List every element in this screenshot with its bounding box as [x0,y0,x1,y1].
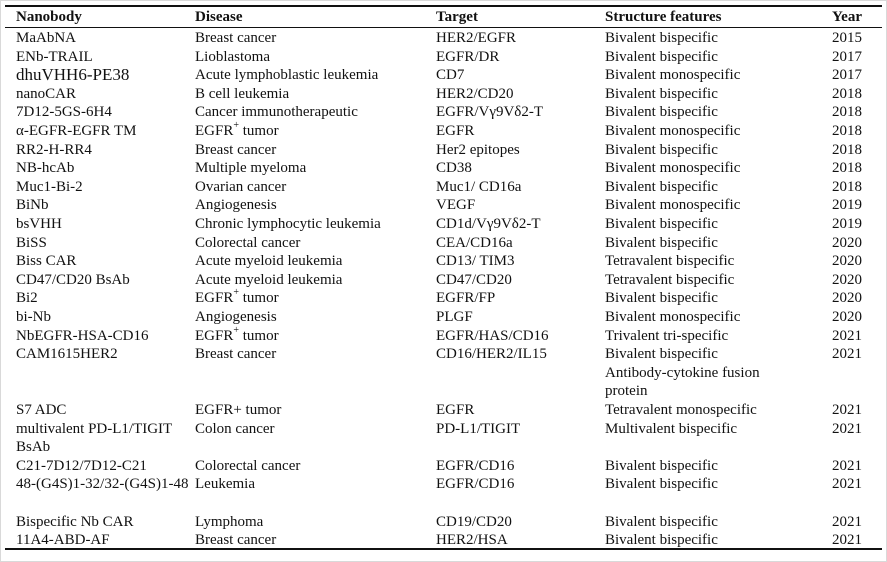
row-1-nanobody: MaAbNA [16,30,76,46]
disease-text: EGFR [195,123,234,139]
row-19-target: EGFR [436,402,475,418]
row-2-target: EGFR/DR [436,48,500,65]
row-10-structure-features: Bivalent monospecific [605,197,741,214]
row-13-structure-features: Tetravalent bispecific [605,253,735,270]
row-7-year: 2018 [832,141,862,158]
row-5-year: 2018 [832,104,862,121]
row-3-nanobody: dhuVHH6-PE38 [16,65,130,85]
row-6-disease [195,122,433,141]
row-16-structure-features: Bivalent monospecific [605,309,741,325]
row-15-nanobody: Bi2 [16,290,38,307]
header-structure-features: Structure features [605,9,722,25]
disease-tail-text: tumor [238,290,279,307]
row-8-nanobody: NB-hcAb [16,160,75,177]
row-23-disease: Lymphoma [195,513,264,530]
row-15-year: 2020 [832,290,862,307]
row-4-year: 2018 [832,85,862,102]
header-year: Year [832,9,862,25]
row-10-target: VEGF [436,197,476,214]
row-13-nanobody: Biss CAR [16,253,77,270]
row-9-year: 2018 [832,178,862,195]
superscript-plus: + [233,120,239,131]
row-20-structure-features: Multivalent bispecific [605,420,738,437]
row-6-year: 2018 [832,123,862,139]
superscript-plus: + [233,287,239,299]
row-9-target: Muc1/ CD16a [436,178,522,195]
row-11-nanobody: bsVHH [16,216,62,232]
row-2-nanobody: ENb-TRAIL [16,48,93,65]
row-11-year: 2019 [832,216,862,232]
row-16-target: PLGF [436,309,473,325]
row-12-structure-features: Bivalent bispecific [605,234,718,251]
row-24-target: HER2/HSA [436,532,508,549]
row-5-structure-features: Bivalent bispecific [605,104,718,121]
header-nanobody: Nanobody [16,9,82,25]
row-22-year: 2021 [832,476,862,493]
row-22-disease: Leukemia [195,476,255,493]
top-rule [5,5,882,7]
row-19-structure-features: Tetravalent monospecific [605,402,757,418]
row-22-nanobody: 48-(G4S)1-32/32-(G4S)1-48 [16,476,189,493]
row-13-year: 2020 [832,253,862,270]
row-21-year: 2021 [832,457,862,474]
row-24-disease: Breast cancer [195,532,277,549]
row-24-nanobody: 11A4-ABD-AF [16,532,110,549]
row-21-structure-features: Bivalent bispecific [605,457,718,474]
row-7-disease: Breast cancer [195,141,277,158]
row-14-structure-features: Tetravalent bispecific [605,271,735,288]
row-11-target: CD1d/Vγ9Vδ2-T [436,216,541,232]
row-9-nanobody: Muc1-Bi-2 [16,178,83,195]
row-3-year: 2017 [832,67,862,84]
row-18-year: 2021 [832,346,862,363]
row-14-year: 2020 [832,271,862,288]
row-3-target: CD7 [436,67,465,84]
row-18-disease: Breast cancer [195,346,277,363]
row-15-disease [195,289,433,308]
row-24-year: 2021 [832,532,862,549]
row-1-disease: Breast cancer [195,30,277,46]
row-10-nanobody: BiNb [16,197,49,214]
row-4-structure-features: Bivalent bispecific [605,85,718,102]
row-22-target: EGFR/CD16 [436,476,515,493]
disease-text: EGFR [195,290,234,307]
row-19-disease: EGFR+ tumor [195,402,282,418]
row-12-target: CEA/CD16a [436,234,513,251]
row-10-year: 2019 [832,197,862,214]
row-17-nanobody: NbEGFR-HSA-CD16 [16,327,149,344]
row-7-structure-features: Bivalent bispecific [605,141,718,158]
row-12-disease: Colorectal cancer [195,234,301,251]
header-target: Target [436,9,478,25]
row-17-year: 2021 [832,327,862,344]
structure-text: Bivalent bispecific [605,346,718,363]
row-20-nanobody: multivalent PD-L1/TIGIT BsAb [16,420,172,456]
row-23-structure-features: Bivalent bispecific [605,513,718,530]
row-8-year: 2018 [832,160,862,177]
row-18-target: CD16/HER2/IL15 [436,346,547,363]
disease-tail-text: tumor [238,123,279,139]
row-2-year: 2017 [832,48,862,65]
row-21-target: EGFR/CD16 [436,457,515,474]
row-12-nanobody: BiSS [16,234,47,251]
row-8-target: CD38 [436,160,472,177]
row-5-disease: Cancer immunotherapeutic [195,104,358,121]
row-10-disease: Angiogenesis [195,197,277,214]
row-20-disease: Colon cancer [195,420,275,437]
row-23-target: CD19/CD20 [436,513,512,530]
row-6-structure-features: Bivalent monospecific [605,123,741,139]
row-6-target: EGFR [436,123,475,139]
row-14-nanobody: CD47/CD20 BsAb [16,271,130,288]
row-4-nanobody: nanoCAR [16,85,76,102]
row-17-disease [195,324,433,346]
row-18-nanobody: CAM1615HER2 [16,346,118,363]
row-3-structure-features: Bivalent monospecific [605,67,741,84]
row-20-year: 2021 [832,420,862,437]
row-18-structure-features [605,345,795,401]
row-21-disease: Colorectal cancer [195,457,301,474]
row-24-structure-features: Bivalent bispecific [605,532,718,549]
row-5-target: EGFR/Vγ9Vδ2-T [436,104,544,121]
row-7-nanobody: RR2-H-RR4 [16,141,92,158]
row-13-target: CD13/ TIM3 [436,253,515,270]
row-15-structure-features: Bivalent bispecific [605,290,718,307]
row-19-year: 2021 [832,402,862,418]
row-17-structure-features: Trivalent tri-specific [605,327,729,344]
row-16-year: 2020 [832,309,862,325]
row-21-nanobody: C21-7D12/7D12-C21 [16,457,147,474]
row-13-disease: Acute myeloid leukemia [195,253,343,270]
disease-tail-text: tumor [238,327,279,344]
row-9-structure-features: Bivalent bispecific [605,178,718,195]
row-23-year: 2021 [832,513,862,530]
row-8-disease: Multiple myeloma [195,160,307,177]
row-2-structure-features: Bivalent bispecific [605,48,718,65]
row-6-nanobody: α-EGFR-EGFR TM [16,123,137,139]
row-16-nanobody: bi-Nb [16,309,51,325]
row-8-structure-features: Bivalent monospecific [605,160,741,177]
row-7-target: Her2 epitopes [436,141,520,158]
row-22-structure-features: Bivalent bispecific [605,476,718,493]
row-15-target: EGFR/FP [436,290,496,307]
row-11-disease: Chronic lymphocytic leukemia [195,216,381,232]
row-4-target: HER2/CD20 [436,85,514,102]
row-20-target: PD-L1/TIGIT [436,420,521,437]
row-17-target: EGFR/HAS/CD16 [436,327,549,344]
row-9-disease: Ovarian cancer [195,178,287,195]
row-4-disease: B cell leukemia [195,85,290,102]
row-11-structure-features: Bivalent bispecific [605,216,718,232]
row-23-nanobody: Bispecific Nb CAR [16,513,134,530]
row-2-disease: Lioblastoma [195,48,270,65]
row-5-nanobody: 7D12-5GS-6H4 [16,104,112,121]
row-16-disease: Angiogenesis [195,309,277,325]
header-disease: Disease [195,9,243,25]
row-3-disease: Acute lymphoblastic leukemia [195,67,379,84]
disease-text: EGFR [195,327,234,344]
structure-extra-text: Antibody-cytokine fusion protein [605,364,760,400]
row-19-nanobody: S7 ADC [16,402,67,418]
row-14-disease: Acute myeloid leukemia [195,271,343,288]
superscript-plus: + [233,324,239,336]
row-12-year: 2020 [832,234,862,251]
row-1-year: 2015 [832,30,862,46]
row-1-structure-features: Bivalent bispecific [605,30,718,46]
row-14-target: CD47/CD20 [436,271,512,288]
row-1-target: HER2/EGFR [436,30,517,46]
header-rule [5,27,882,28]
